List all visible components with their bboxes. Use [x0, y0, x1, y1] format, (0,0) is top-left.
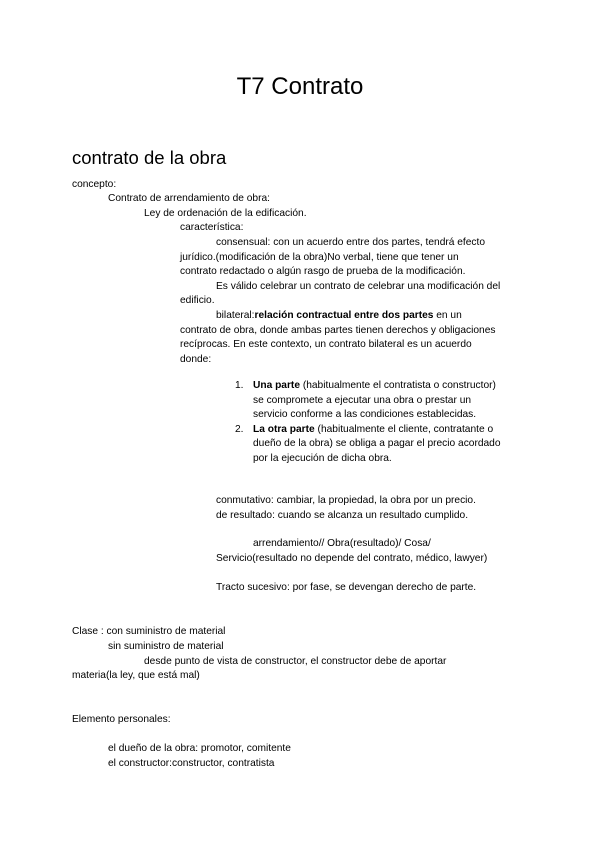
bilateral-line-4: donde: — [180, 354, 212, 365]
bilateral-suffix: en un — [433, 310, 462, 321]
ley-line: Ley de ordenación de la edificación. — [144, 208, 307, 219]
clase-line: Clase : con suministro de material — [72, 626, 226, 637]
list-item-2-line-2: dueño de la obra) se obliga a pagar el precio acordado — [253, 438, 501, 449]
sin-suministro-line: sin suministro de material — [108, 641, 224, 652]
tracto-line: Tracto sucesivo: por fase, se devengan derecho de parte. — [216, 582, 477, 593]
conmutativo-line: conmutativo: cambiar, la propiedad, la obra por un precio. — [216, 495, 476, 506]
contrato-arrendamiento-line: Contrato de arrendamiento de obra: — [108, 193, 270, 204]
list-item-1-line-3: servicio conforme a las condiciones establecidas. — [253, 409, 477, 420]
materia-line: materia(la ley, que está mal) — [72, 670, 200, 681]
bilateral-bold: relación contractual entre dos partes — [254, 310, 434, 321]
arrendamiento-line: arrendamiento// Obra(resultado)/ Cosa/ — [253, 538, 431, 549]
section-heading: contrato de la obra — [72, 147, 227, 168]
list-item-2-line-1 — [253, 423, 493, 437]
list-item-1-line-2: se compromete a ejecutar una obra o prestar un — [253, 395, 472, 406]
list-item-1-bold: Una parte — [253, 380, 300, 391]
dueno-line: el dueño de la obra: promotor, comitente — [108, 743, 291, 754]
bilateral-line-1 — [216, 309, 462, 323]
bilateral-prefix: bilateral: — [216, 310, 255, 321]
desde-punto-line: desde punto de vista de constructor, el constructor debe de aportar — [144, 656, 447, 667]
servicio-line: Servicio(resultado no depende del contrato, médico, lawyer) — [216, 553, 488, 564]
consensual-line-2: jurídico.(modificación de la obra)No verbal, tiene que tener un — [180, 252, 459, 263]
elemento-personales-label: Elemento personales: — [72, 714, 171, 725]
list-number-1: 1. — [235, 380, 244, 391]
page-title: T7 Contrato — [236, 73, 364, 100]
bilateral-line-3: recíprocas. En este contexto, un contrato bilateral es un acuerdo — [180, 339, 472, 350]
list-number-2: 2. — [235, 424, 244, 435]
list-item-1-rest: (habitualmente el contratista o constructor) — [300, 380, 496, 391]
concepto-label: concepto: — [72, 179, 117, 190]
bilateral-line-2: contrato de obra, donde ambas partes tienen derechos y obligaciones — [180, 325, 496, 336]
consensual-line-1: consensual: con un acuerdo entre dos partes, tendrá efecto — [216, 237, 486, 248]
list-item-2-line-3: por la ejecución de dicha obra. — [253, 453, 392, 464]
list-item-2-bold: La otra parte — [253, 424, 315, 435]
valido-line-2: edificio. — [180, 295, 215, 306]
list-item-1-line-1 — [253, 379, 496, 393]
valido-line-1: Es válido celebrar un contrato de celebrar una modificación del — [216, 281, 501, 292]
caracteristica-label: característica: — [180, 222, 244, 233]
list-item-2-rest: (habitualmente el cliente, contratante o — [314, 424, 494, 435]
resultado-line: de resultado: cuando se alcanza un resultado cumplido. — [216, 510, 469, 521]
consensual-line-3: contrato redactado o algún rasgo de prueba de la modificación. — [180, 266, 466, 277]
constructor-line: el constructor:constructor, contratista — [108, 758, 275, 769]
